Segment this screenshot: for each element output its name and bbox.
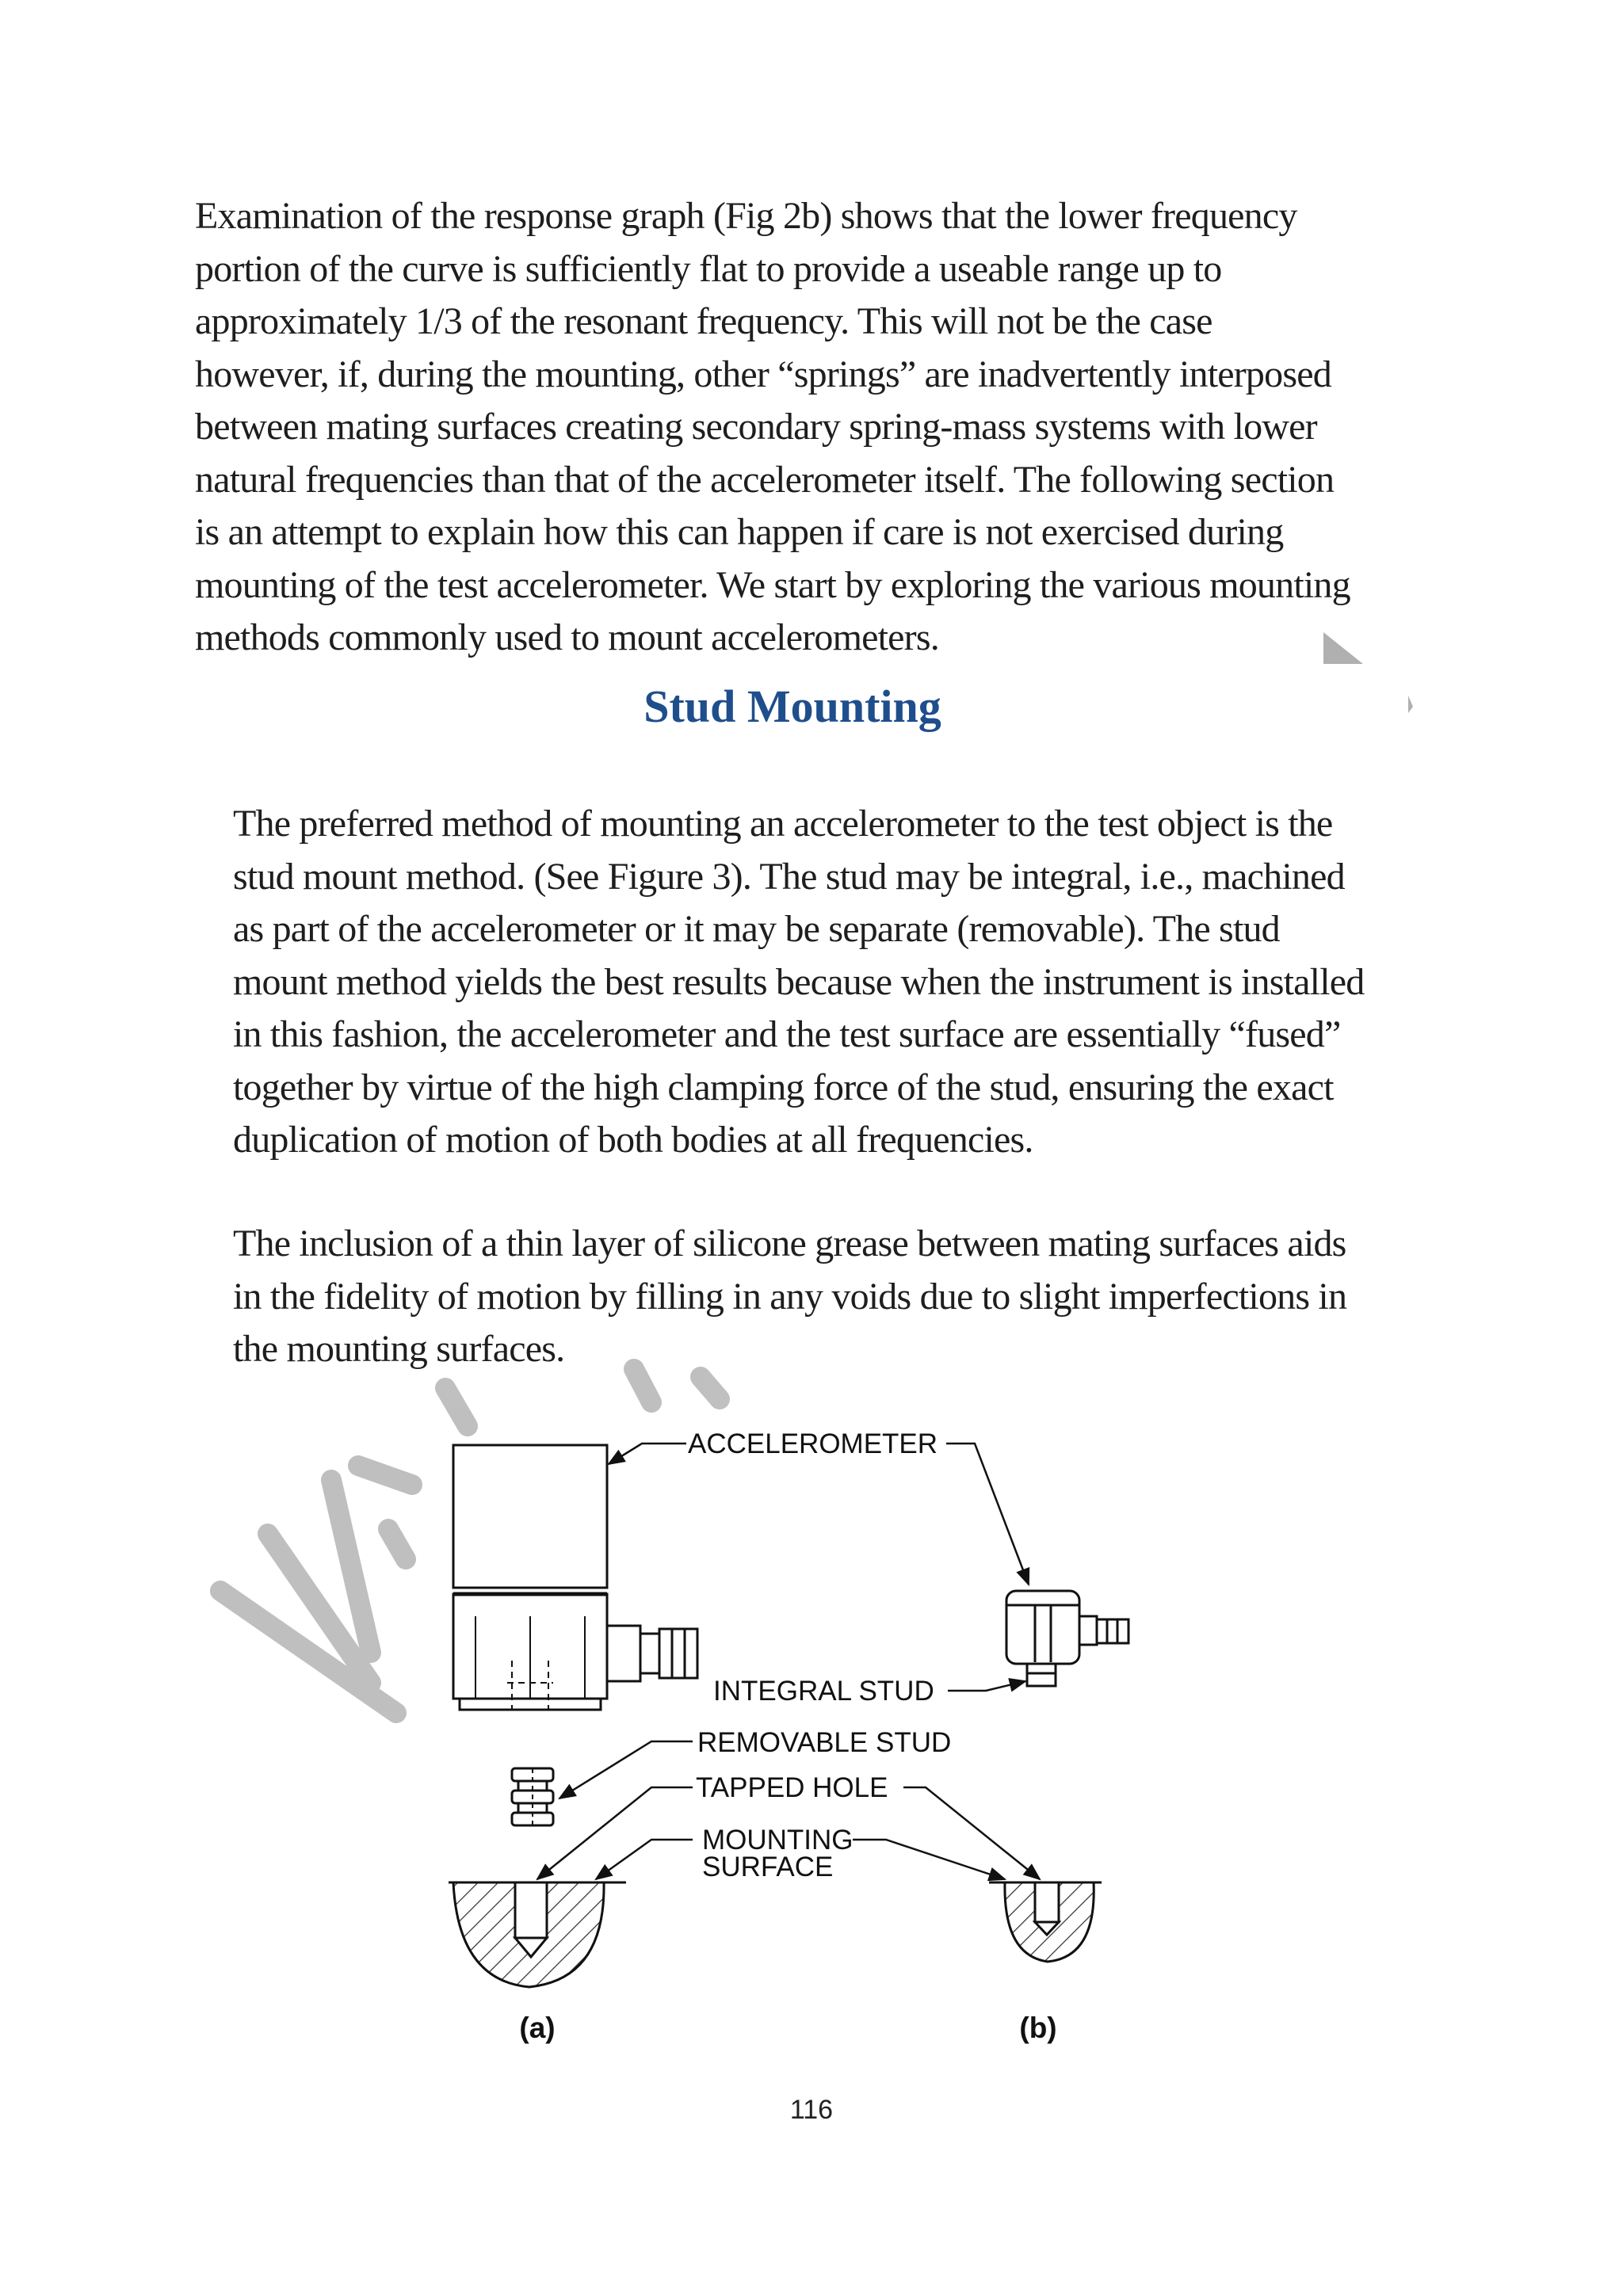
label-mounting: MOUNTING (702, 1825, 854, 1855)
accelerometer-body (453, 1445, 607, 1588)
caption-a: (a) (519, 2012, 556, 2044)
section-heading: Stud Mounting (643, 681, 941, 732)
label-integral-stud: INTEGRAL STUD (713, 1676, 934, 1707)
label-removable-stud: REMOVABLE STUD (697, 1727, 952, 1758)
label-tapped-hole: TAPPED HOLE (696, 1772, 888, 1803)
intro-paragraph: Examination of the response graph (Fig 2b) shows that the lower frequency portion of the curve is sufficiently flat to provide a useable range up to approximately 1/3 of the resonant frequency. This will not be the case however, if, during the mounting, other “springs” are inadvertently interposed between mating surfaces creating secondary spring-mass systems with lower natural frequencies than that of the accelerometer itself. The following section is an attempt to explain how this can happen if care is not exercised during mounting of the test accelerometer. We start by exploring the various mounting methods commonly used to mount accelerometers. (195, 195, 1350, 658)
accelerometer-b (1006, 1591, 1128, 1686)
page-number: 116 (789, 2095, 834, 2125)
caption-b: (b) (1019, 2012, 1057, 2044)
integral-stud (1027, 1664, 1056, 1686)
tapped-hole-a (515, 1882, 547, 1938)
accelerometer-a (453, 1445, 697, 1710)
connector (607, 1626, 640, 1681)
corner-triangle-mark (1323, 632, 1363, 664)
mounting-surface-a (449, 1882, 626, 1987)
tapped-hole-b (1035, 1882, 1059, 1922)
label-surface: SURFACE (702, 1852, 834, 1882)
mounting-surface-b (989, 1882, 1102, 1962)
stud-method-paragraph: The preferred method of mounting an accelerometer to the test object is the stud mount method. (See Figure 3). The stud may be integral, i.e., machined as part of the accelerometer or it may be separate (removable). The stud mount method yields the best results because when the instrument is installed in this fashion, the accelerometer and the test surface are essentially “fused” together by virtue of the high clamping force of the stud, ensuring the exact duplication of motion of both bodies at all frequencies. (233, 803, 1365, 1161)
label-accelerometer: ACCELEROMETER (688, 1428, 938, 1459)
removable-stud (512, 1768, 553, 1825)
grease-paragraph: The inclusion of a thin layer of silicone grease between mating surfaces aids in the fidelity of motion by filling in any voids due to slight imperfections in the mounting surfaces. (233, 1222, 1347, 1370)
small-triangle-mark (1408, 696, 1413, 713)
